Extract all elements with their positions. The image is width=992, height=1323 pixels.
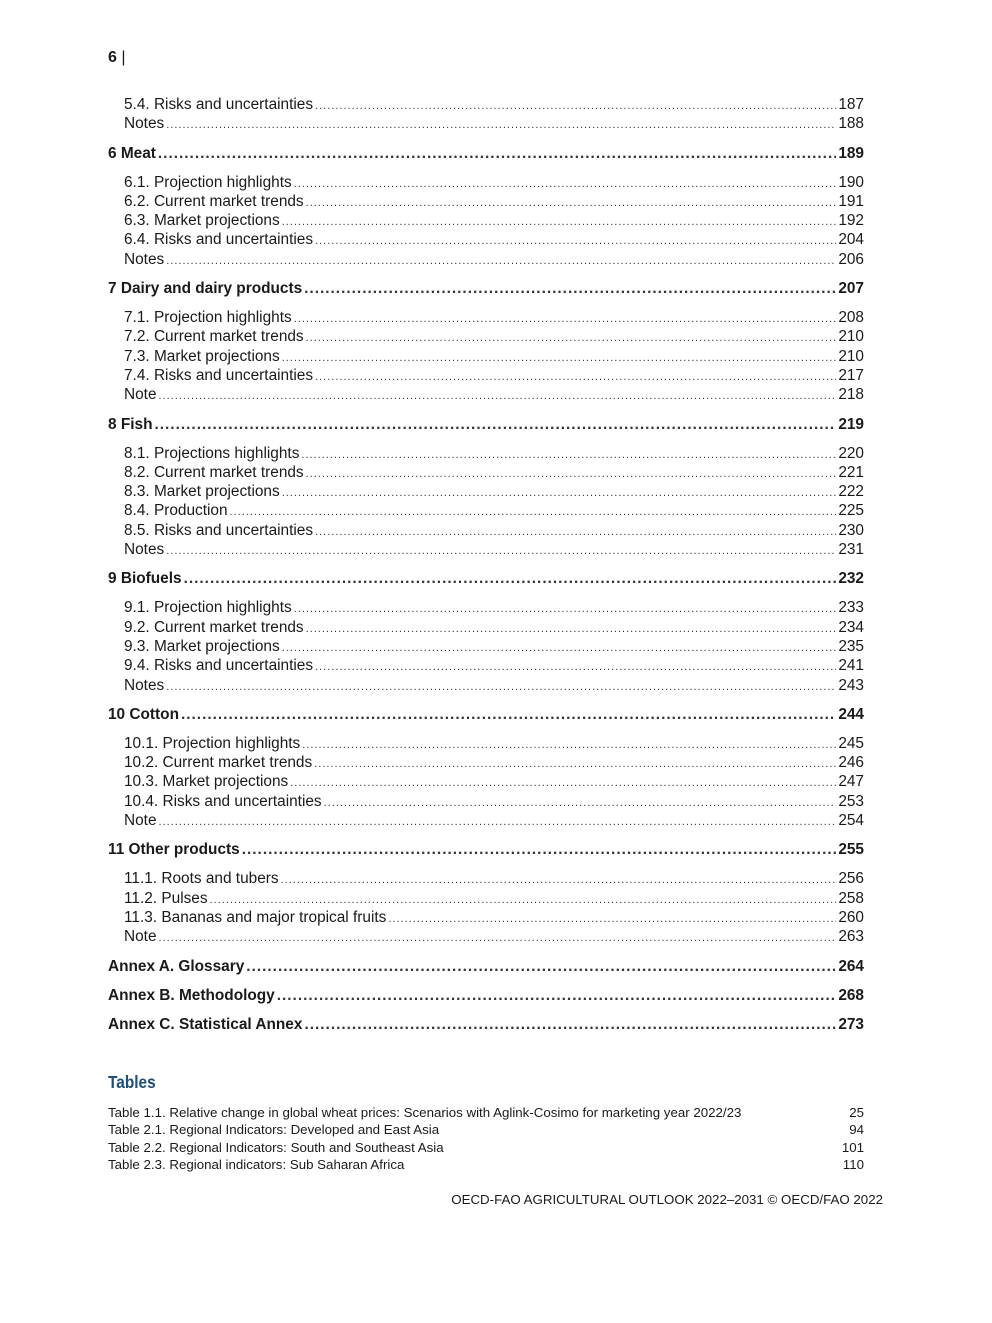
toc-entry-page: 189: [838, 144, 864, 162]
page-number-value: 6: [108, 49, 117, 66]
toc-entry-page: 256: [838, 870, 864, 888]
toc-entry-label: Annex B. Methodology: [108, 986, 275, 1004]
toc-entry-page: 232: [838, 570, 864, 588]
toc-entry-page: 245: [838, 734, 864, 752]
table-entry-page: 25: [849, 1105, 864, 1120]
toc-leader-dots: [166, 114, 836, 135]
toc-entry-page: 258: [838, 889, 864, 907]
toc-section-entry[interactable]: [108, 811, 864, 830]
toc-section-entry[interactable]: [108, 173, 864, 192]
toc-leader-dots: [281, 869, 837, 890]
toc-entry-page: 220: [838, 444, 864, 462]
toc-leader-dots: [230, 501, 837, 522]
toc-section-entry[interactable]: [108, 308, 864, 327]
toc-section-entry[interactable]: [108, 908, 864, 927]
toc-entry-label: 7.2. Current market trends: [124, 328, 304, 346]
toc-entry-page: 188: [838, 115, 864, 133]
toc-leader-dots: [304, 1015, 836, 1034]
toc-entry-label: 6.2. Current market trends: [124, 192, 304, 210]
table-entry-page: 94: [849, 1122, 864, 1138]
toc-leader-dots: [306, 327, 837, 348]
toc-entry-label: 8.3. Market projections: [124, 483, 280, 501]
toc-entry-page: 247: [838, 773, 864, 791]
toc-entry-label: 8.2. Current market trends: [124, 463, 304, 481]
toc-entry-label: 9.4. Risks and uncertainties: [124, 657, 314, 675]
toc-chapter-entry[interactable]: [108, 144, 864, 163]
toc-entry-page: 210: [838, 328, 864, 346]
toc-entry-label: 6 Meat: [108, 144, 156, 162]
toc-leader-dots: [158, 144, 836, 163]
toc-section-entry[interactable]: [108, 347, 864, 366]
toc-entry-label: 9.3. Market projections: [124, 637, 280, 655]
toc-section-entry[interactable]: [108, 444, 864, 463]
toc-entry-label: 7.4. Risks and uncertainties: [124, 366, 314, 384]
toc-leader-dots: [315, 230, 836, 251]
toc-section-entry[interactable]: [108, 598, 864, 617]
toc-leader-dots: [306, 618, 837, 639]
toc-leader-dots: [246, 957, 836, 976]
toc-entry-page: 230: [838, 521, 864, 539]
toc-leader-dots: [302, 734, 836, 755]
toc-entry-page: 260: [838, 908, 864, 926]
toc-entry-page: 192: [838, 212, 864, 230]
toc-entry-page: 241: [838, 657, 864, 675]
table-list-entry[interactable]: [108, 1104, 864, 1121]
footer: OECD-FAO AGRICULTURAL OUTLOOK 2022–2031 © OECD/FAO 2022: [451, 1192, 883, 1207]
toc-entry-page: 221: [838, 463, 864, 481]
toc-entry-page: 218: [838, 386, 864, 404]
toc-entry-page: 263: [838, 928, 864, 946]
toc-entry-label: 8.1. Projections highlights: [124, 444, 300, 462]
toc-leader-dots: [166, 676, 836, 697]
page-number: [108, 49, 126, 67]
table-entry-label: Table 2.2. Regional Indicators: South and Southeast Asia: [108, 1139, 444, 1155]
toc-leader-dots: [294, 598, 837, 619]
toc-section-entry[interactable]: [108, 540, 864, 559]
toc-entry-label: 10 Cotton: [108, 705, 179, 723]
toc-entry-page: 190: [838, 173, 864, 191]
toc-entry-label: 8 Fish: [108, 415, 153, 433]
toc-entry-page: 231: [838, 541, 864, 559]
toc-entry-page: 225: [838, 502, 864, 520]
toc-leader-dots: [242, 840, 837, 859]
toc-section-entry[interactable]: [108, 482, 864, 501]
toc-entry-label: 10.1. Projection highlights: [124, 734, 301, 752]
toc-leader-dots: [159, 385, 837, 406]
toc-entry-page: 264: [838, 957, 864, 975]
table-of-contents: [108, 95, 864, 1044]
toc-entry-page: 222: [838, 483, 864, 501]
toc-section-entry[interactable]: [108, 385, 864, 404]
toc-chapter-entry[interactable]: [108, 986, 864, 1005]
toc-leader-dots: [159, 927, 837, 948]
toc-leader-dots: [184, 569, 837, 588]
toc-leader-dots: [315, 95, 836, 116]
toc-section-entry[interactable]: [108, 889, 864, 908]
toc-section-entry[interactable]: [108, 734, 864, 753]
toc-entry-page: 273: [838, 1015, 864, 1033]
toc-entry-page: 255: [838, 841, 864, 859]
toc-entry-label: Notes: [124, 676, 165, 694]
toc-entry-label: Note: [124, 928, 157, 946]
toc-section-entry[interactable]: [108, 366, 864, 385]
toc-entry-label: 5.4. Risks and uncertainties: [124, 96, 314, 113]
toc-entry-page: 210: [838, 347, 864, 365]
toc-entry-label: Note: [124, 386, 157, 404]
toc-entry-page: 191: [838, 192, 864, 210]
toc-entry-page: 206: [838, 250, 864, 268]
toc-entry-label: Notes: [124, 250, 165, 268]
toc-entry-label: 10.3. Market projections: [124, 773, 289, 791]
toc-section-entry[interactable]: [108, 211, 864, 230]
toc-entry-label: 11.3. Bananas and major tropical fruits: [124, 908, 387, 926]
toc-entry-page: 268: [838, 986, 864, 1004]
toc-leader-dots: [290, 772, 836, 793]
toc-leader-dots: [324, 792, 837, 813]
toc-entry-label: 11.2. Pulses: [124, 889, 208, 907]
toc-section-entry[interactable]: [108, 463, 864, 482]
toc-entry-page: 233: [838, 599, 864, 617]
toc-chapter-entry[interactable]: [108, 840, 864, 859]
toc-entry-label: 9 Biofuels: [108, 570, 182, 588]
tables-list: [108, 1104, 864, 1174]
toc-leader-dots: [159, 811, 837, 832]
toc-section-entry[interactable]: [108, 927, 864, 946]
toc-entry-label: 7 Dairy and dairy products: [108, 280, 303, 298]
toc-leader-dots: [304, 279, 836, 298]
toc-leader-dots: [166, 540, 836, 561]
table-list-entry[interactable]: [108, 1156, 864, 1173]
table-list-entry[interactable]: [108, 1121, 864, 1138]
toc-entry-label: 8.5. Risks and uncertainties: [124, 521, 314, 539]
toc-leader-dots: [282, 347, 837, 368]
toc-section-entry[interactable]: [108, 772, 864, 791]
toc-entry-label: 6.1. Projection highlights: [124, 173, 292, 191]
toc-entry-label: 11.1. Roots and tubers: [124, 870, 279, 888]
toc-entry-page: 244: [838, 705, 864, 723]
toc-entry-page: 253: [838, 792, 864, 810]
toc-section-entry[interactable]: [108, 618, 864, 637]
toc-leader-dots: [388, 908, 836, 929]
toc-entry-label: 8.4. Production: [124, 502, 228, 520]
toc-entry-page: 219: [838, 415, 864, 433]
toc-entry-label: 9.2. Current market trends: [124, 618, 304, 636]
toc-chapter-entry[interactable]: [108, 705, 864, 724]
toc-leader-dots: [181, 705, 836, 724]
toc-leader-dots: [282, 211, 837, 232]
toc-entry-label: Note: [124, 812, 157, 830]
toc-chapter-entry[interactable]: [108, 957, 864, 976]
toc-leader-dots: [282, 482, 837, 503]
toc-leader-dots: [315, 656, 836, 677]
toc-section-entry[interactable]: [108, 250, 864, 269]
toc-entry-page: 207: [838, 280, 864, 298]
toc-entry-page: 217: [838, 366, 864, 384]
toc-section-entry[interactable]: [108, 114, 864, 133]
toc-entry-label: Notes: [124, 115, 165, 133]
toc-chapter-entry[interactable]: [108, 279, 864, 298]
table-entry-label: Table 1.1. Relative change in global wheat prices: Scenarios with Aglink-Cosimo for marketing year 2022/23: [108, 1105, 742, 1120]
toc-section-entry[interactable]: [108, 230, 864, 249]
toc-leader-dots: [306, 463, 837, 484]
table-entry-label: Table 2.3. Regional indicators: Sub Saharan Africa: [108, 1157, 405, 1173]
toc-section-entry[interactable]: [108, 869, 864, 888]
toc-leader-dots: [277, 986, 837, 1005]
toc-entry-label: 11 Other products: [108, 841, 240, 859]
toc-leader-dots: [282, 637, 837, 658]
toc-section-entry[interactable]: [108, 656, 864, 675]
table-entry-page: 110: [842, 1157, 864, 1173]
toc-entry-page: 254: [838, 812, 864, 830]
toc-leader-dots: [154, 415, 836, 434]
page-number-separator: |: [121, 49, 126, 66]
toc-leader-dots: [294, 308, 837, 329]
toc-entry-label: Notes: [124, 541, 165, 559]
toc-section-entry[interactable]: [108, 792, 864, 811]
toc-section-entry[interactable]: [108, 753, 864, 772]
toc-entry-label: Annex A. Glossary: [108, 957, 245, 975]
toc-entry-label: 6.3. Market projections: [124, 212, 280, 230]
toc-entry-page: 208: [838, 309, 864, 327]
toc-section-entry[interactable]: [108, 192, 864, 211]
toc-leader-dots: [210, 889, 837, 910]
toc-section-entry[interactable]: [108, 327, 864, 346]
toc-section-entry[interactable]: [108, 501, 864, 520]
toc-entry-page: 243: [838, 676, 864, 694]
toc-entry-page: 204: [838, 231, 864, 249]
toc-chapter-entry[interactable]: [108, 569, 864, 588]
toc-entry-label: 10.2. Current market trends: [124, 754, 313, 772]
toc-leader-dots: [306, 192, 837, 213]
toc-leader-dots: [315, 366, 836, 387]
toc-leader-dots: [166, 250, 836, 271]
toc-leader-dots: [315, 521, 836, 542]
toc-entry-page: 187: [838, 96, 864, 113]
toc-entry-label: 10.4. Risks and uncertainties: [124, 792, 322, 810]
table-entry-label: Table 2.1. Regional Indicators: Developed and East Asia: [108, 1122, 440, 1138]
toc-chapter-entry[interactable]: [108, 415, 864, 434]
table-list-entry[interactable]: [108, 1139, 864, 1156]
toc-entry-label: 7.1. Projection highlights: [124, 309, 292, 327]
toc-entry-label: Annex C. Statistical Annex: [108, 1015, 303, 1033]
toc-section-entry[interactable]: [108, 676, 864, 695]
toc-chapter-entry[interactable]: [108, 1015, 864, 1034]
toc-section-entry[interactable]: [108, 521, 864, 540]
toc-leader-dots: [314, 753, 836, 774]
toc-entry-page: 234: [838, 618, 864, 636]
tables-heading: Tables: [108, 1072, 156, 1092]
toc-section-entry[interactable]: [108, 637, 864, 656]
toc-leader-dots: [294, 173, 837, 194]
toc-section-entry[interactable]: [108, 95, 864, 114]
table-entry-page: 101: [841, 1139, 864, 1155]
toc-entry-page: 246: [838, 754, 864, 772]
toc-entry-label: 7.3. Market projections: [124, 347, 280, 365]
toc-entry-label: 6.4. Risks and uncertainties: [124, 231, 314, 249]
toc-entry-page: 235: [838, 637, 864, 655]
toc-leader-dots: [301, 444, 836, 465]
toc-entry-label: 9.1. Projection highlights: [124, 599, 292, 617]
